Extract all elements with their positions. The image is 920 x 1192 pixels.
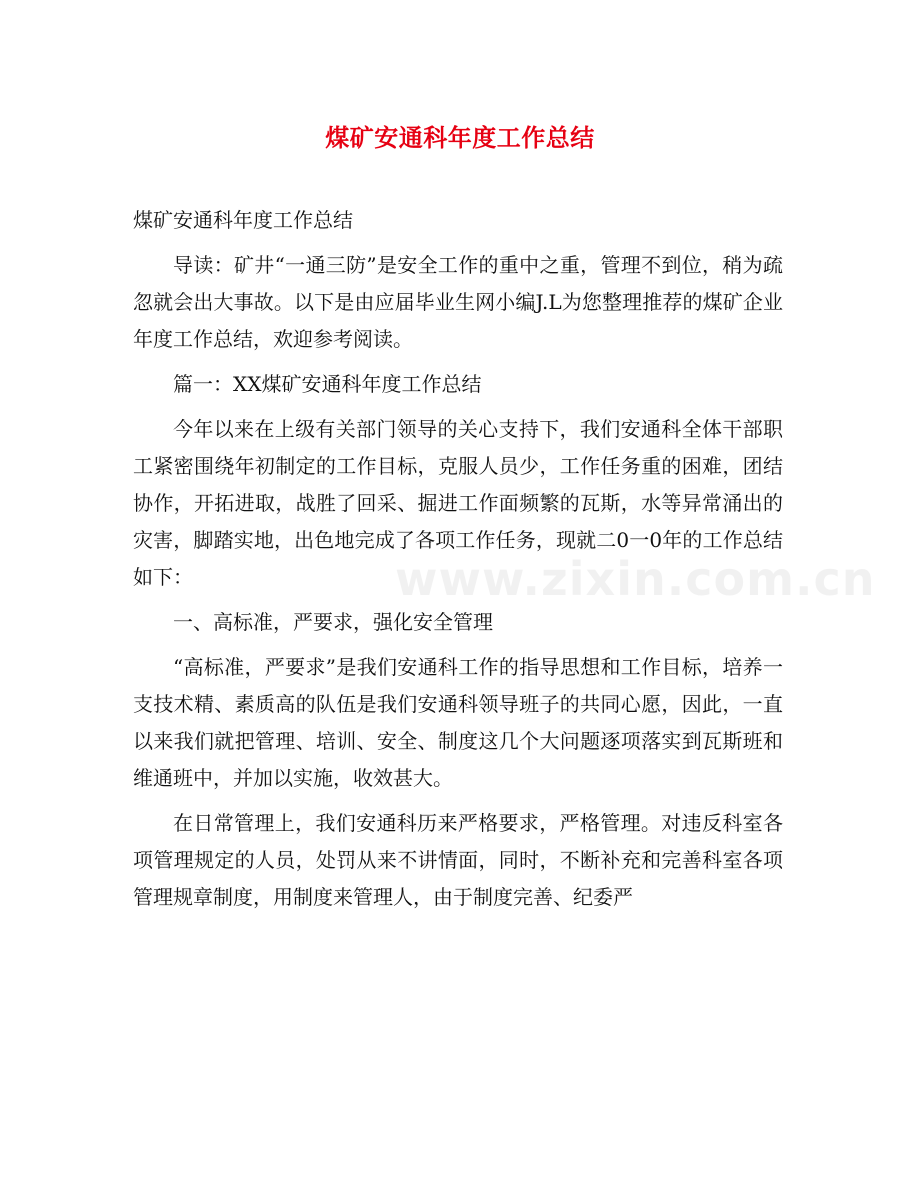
paragraph-body-2: “高标准，严要求”是我们安通科工作的指导思想和工作目标，培养一支技术精、素质高的队伍是我们安通科领导班子的共同心愿，因此，一直以来我们就把管理、培训、安全、制度这几个大问题逐项落实到瓦斯班和维通班中，并加以实施，收效甚大。: [133, 655, 783, 790]
paragraph-heading: 煤矿安通科年度工作总结: [133, 208, 353, 232]
paragraph-section-title: 篇一：XX煤矿安通科年度工作总结: [173, 372, 482, 396]
paragraph-body-1: 今年以来在上级有关部门领导的关心支持下，我们安通科全体干部职工紧密围绕年初制定的工作目标，克服人员少，工作任务重的困难，团结协作，开拓进取，战胜了回采、掘进工作面频繁的瓦斯，水等异常涌出的灾害，脚踏实地，出色地完成了各项工作任务，现就二0一0年的工作总结如下：: [133, 417, 783, 589]
paragraph-intro: 导读：矿井“一通三防”是安全工作的重中之重，管理不到位，稍为疏忽就会出大事故。以下是由应届毕业生网小编J.L为您整理推荐的煤矿企业年度工作总结，欢迎参考阅读。: [133, 253, 783, 351]
document-title: 煤矿安通科年度工作总结: [325, 123, 595, 152]
watermark: www.zixin.com.cn: [395, 552, 876, 606]
paragraph-subheading: 一、高标准，严要求，强化安全管理: [173, 610, 493, 634]
paragraph-body-3: 在日常管理上，我们安通科历来严格要求，严格管理。对违反科室各项管理规定的人员，处罚从来不讲情面，同时，不断补充和完善科室各项管理规章制度，用制度来管理人，由于制度完善、纪委严: [133, 811, 783, 909]
document-body: [133, 202, 783, 924]
